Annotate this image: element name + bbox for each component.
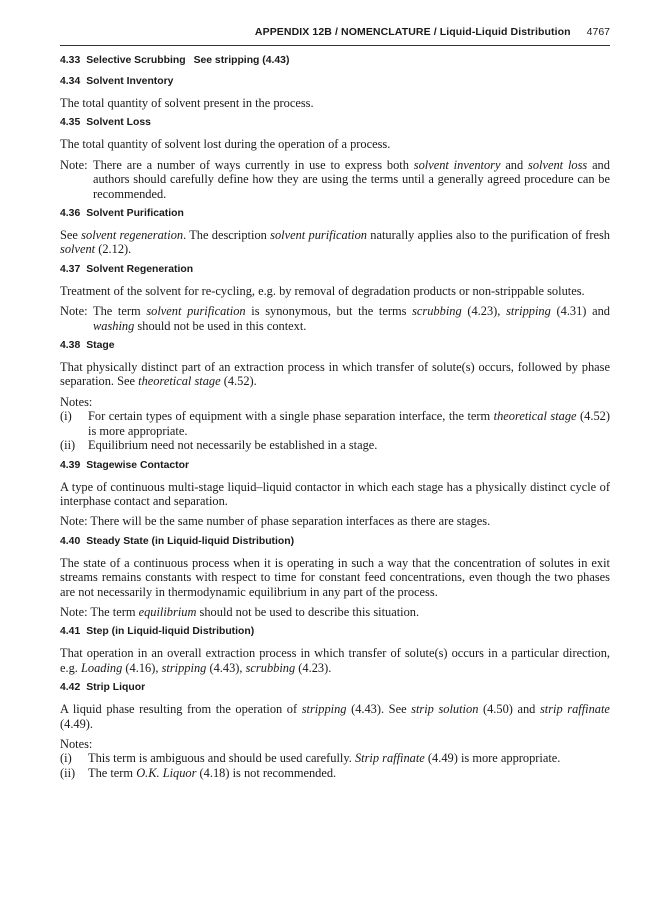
note-term: equilibrium [138,604,197,619]
section-4-35 [60,116,610,201]
notes-list [60,395,610,453]
section-number: 4.34 [60,76,81,87]
section-heading [60,116,610,130]
definition-text: The total quantity of solvent present in the process. [60,96,314,110]
section-4-36 [60,207,610,257]
text-run: (4.23). [298,660,332,675]
section-title: Stage [86,340,115,352]
definition-text: The state of a continuous process when it is operating in such a way that the concentration of solutes in exit streams remains constants with respect to time for constant feed concentrations, even though the two phases are not necessarily in thermodynamic equilibrium in any part of the process. [60,555,610,599]
section-4-33 [60,54,610,68]
section-title: Solvent Inventory [86,76,174,87]
section-number: 4.36 [60,208,81,220]
note-label: Note: [60,304,88,319]
item-body [88,751,610,765]
text-run: A liquid phase resulting from the operation of [60,702,298,717]
section-title: Selective Scrubbing [86,55,186,66]
text-run: That operation in an overall extraction process in which transfer of solute(s) occurs in a particular direction, e.g. [60,646,610,675]
section-number: 4.38 [60,340,81,352]
section-number: 4.40 [60,535,81,547]
item-body: Equilibrium need not necessarily be established in a stage. [88,438,378,453]
item-label: (ii) [60,765,76,780]
section-title: Solvent Loss [86,117,151,129]
note-text: and [505,157,524,172]
note-term: washing [93,318,135,333]
note-term: stripping [506,304,551,319]
item-term: theoretical stage [493,409,577,424]
note-label: Note: [60,604,88,619]
item-text: This term is ambiguous and should be used carefully. [88,751,352,766]
notes-label: Notes: [60,394,93,409]
term: solvent purification [270,228,368,243]
note-term: scrubbing [412,304,462,319]
text-run: (4.52). [223,374,257,389]
text-run: naturally applies also to the purification of fresh [370,228,610,243]
section-heading [60,207,610,221]
section-heading [60,263,610,277]
note [60,304,610,333]
section-4-38 [60,339,610,452]
note-text: The term [93,304,141,319]
note [60,605,610,619]
item-text: (4.52) is more appropriate. [88,409,610,438]
page-number: 4767 [586,26,610,38]
note [60,158,610,201]
text-run: (4.16), [125,660,159,675]
section-4-37 [60,263,610,333]
page [60,26,610,786]
definition-text [60,360,610,389]
section-title: Strip Liquor [86,682,146,694]
note-body [93,304,610,333]
text-run: (4.43). See [351,702,407,717]
note-text: should not be used in this context. [137,318,307,333]
definition-text: Treatment of the solvent for re-cycling, e.g. by removal of degradation products or non-strippable solutes. [60,283,585,298]
section-heading [60,339,610,353]
note-text: and authors should carefully define how they are using the terms until a generally agreed procedure can be recommended. [93,157,610,201]
note-text: (4.23), [467,304,501,319]
item-term: Strip raffinate [354,751,425,766]
item-label: (i) [60,409,72,424]
term: scrubbing [245,660,296,675]
text-run: (2.12). [98,242,132,257]
note-text: There will be the same number of phase separation interfaces as there are stages. [90,514,491,529]
note-body [93,158,610,201]
item-text: The term [88,765,134,780]
text-run: See [60,228,78,243]
item-label: (i) [60,751,72,766]
text-run: (4.49). [60,716,94,731]
note-label: Note: [60,514,88,529]
running-head-title: APPENDIX 12B / NOMENCLATURE / Liquid-Liquid Distribution [254,26,571,38]
term: strip raffinate [539,702,610,717]
text-run: . The description [183,228,267,243]
term: Loading [81,660,123,675]
section-number: 4.41 [60,626,81,638]
section-number: 4.42 [60,682,81,694]
section-heading [60,75,610,89]
definition-text [60,228,610,257]
section-title: Solvent Purification [86,208,184,220]
section-4-41 [60,625,610,675]
section-4-42 [60,681,610,780]
section-title: Steady State (in Liquid-liquid Distribution) [86,535,295,547]
item-body [88,409,610,438]
notes-list [60,737,610,780]
item-term: O.K. Liquor [136,765,197,780]
item-text: (4.18) is not recommended. [199,765,337,780]
section-number: 4.35 [60,117,81,129]
note-text: The term [90,604,136,619]
section-title: Step (in Liquid-liquid Distribution) [86,626,255,638]
notes-label: Notes: [60,736,93,751]
section-number: 4.33 [60,55,81,66]
section-heading [60,681,610,695]
item-text: (4.49) is more appropriate. [427,751,561,766]
section-4-34 [60,75,610,110]
text-run: (4.50) and [482,702,536,717]
note-text: is synonymous, but the terms [251,304,407,319]
term: stripping [161,660,207,675]
list-item [60,751,610,765]
section-number: 4.39 [60,459,81,471]
section-title: Stagewise Contactor [86,459,190,471]
section-4-40 [60,535,610,620]
list-item [60,438,610,452]
note-label: Note: [60,157,88,172]
section-heading [60,625,610,639]
definition-text: A type of continuous multi-stage liquid–liquid contactor in which each stage has a physically distinct cycle of interphase contact and separation. [60,479,610,508]
term: solvent regeneration [81,228,184,243]
section-number: 4.37 [60,263,81,275]
section-heading [60,54,610,68]
note-text: There are a number of ways currently in use to express both [93,157,409,172]
list-item [60,766,610,780]
text-run: That physically distinct part of an extraction process in which transfer of solute(s) occurs, followed by phase separation. See [60,360,610,389]
term: stripping [301,702,347,717]
term: solvent [60,242,96,257]
note-term: solvent purification [146,304,246,319]
note-text: should not be used to describe this situation. [199,604,420,619]
item-text: For certain types of equipment with a single phase separation interface, the term [88,409,491,424]
item-label: (ii) [60,438,76,453]
section-title: Solvent Regeneration [86,263,194,275]
running-head [60,26,610,46]
cross-reference: See stripping (4.43) [193,55,290,66]
definition-text: The total quantity of solvent lost during the operation of a process. [60,137,391,152]
text-run: (4.43), [209,660,243,675]
definition-text [60,646,610,675]
note-term: solvent inventory [413,157,501,172]
definition-text [60,702,610,731]
term: theoretical stage [138,374,221,389]
note-text: (4.31) and [556,304,610,319]
item-body [88,766,610,780]
list-item [60,409,610,438]
section-heading [60,459,610,473]
section-4-39 [60,459,610,529]
note [60,514,610,528]
note-term: solvent loss [528,157,588,172]
term: strip solution [411,702,479,717]
section-heading [60,535,610,549]
